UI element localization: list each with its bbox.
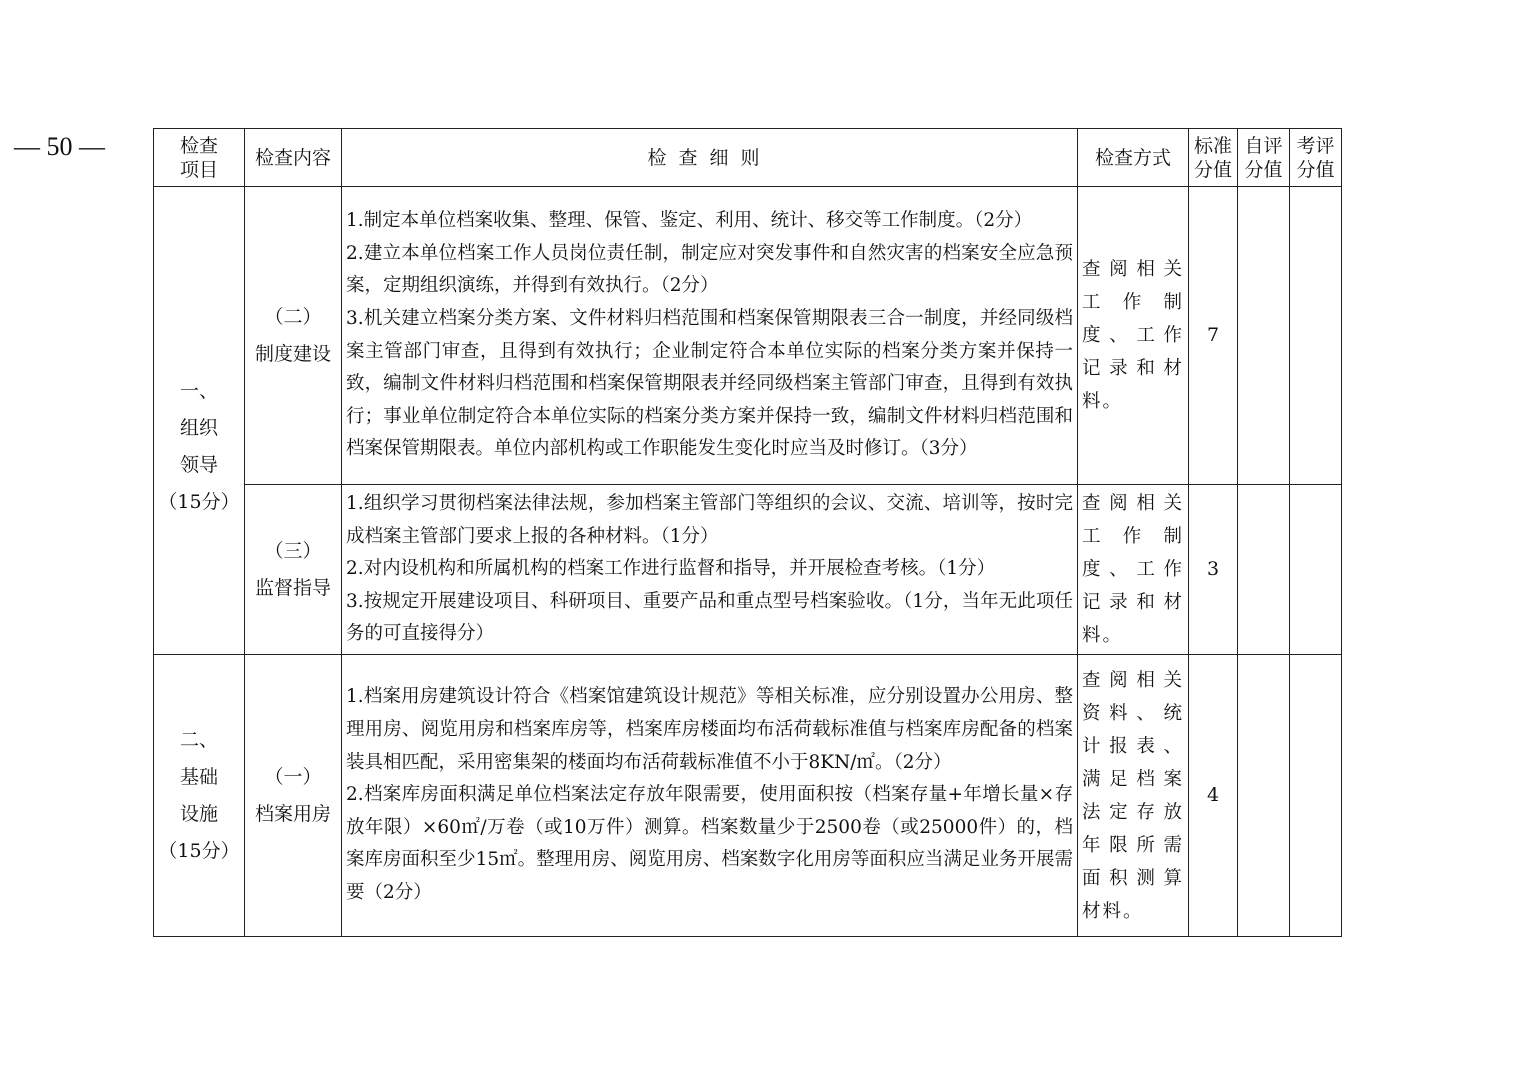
method-cell: 查阅相关工作制度、工作记录和材料。 xyxy=(1078,187,1189,485)
method-cell: 查阅相关资料、统计报表、满足档案法定存放年限所需面积测算材料。 xyxy=(1078,655,1189,937)
table-row xyxy=(154,655,1342,937)
table-row xyxy=(154,485,1342,655)
header-content: 检查内容 xyxy=(245,129,342,187)
method-cell: 查阅相关工作制度、工作记录和材料。 xyxy=(1078,485,1189,655)
page-number: — 50 — xyxy=(14,132,105,161)
content-cell: （三） 监督指导 xyxy=(245,485,342,655)
table-row xyxy=(154,187,1342,485)
header-standard-score: 标准 分值 xyxy=(1189,129,1238,187)
item-cell: 一、 组织 领导 （15分） xyxy=(154,187,245,655)
self-score-cell xyxy=(1238,187,1290,485)
content-cell: （二） 制度建设 xyxy=(245,187,342,485)
header-method: 检查方式 xyxy=(1078,129,1189,187)
header-detail: 检查细则 xyxy=(342,129,1078,187)
self-score-cell xyxy=(1238,655,1290,937)
content-cell: （一） 档案用房 xyxy=(245,655,342,937)
header-item: 检查 项目 xyxy=(154,129,245,187)
standard-score-cell: 7 xyxy=(1189,187,1238,485)
detail-cell: 1.档案用房建筑设计符合《档案馆建筑设计规范》等相关标准，应分别设置办公用房、整理用房、阅览用房和档案库房等，档案库房楼面均布活荷载标准值与档案库房配备的档案装具相匹配，采用密集架的楼面均布活荷载标准值不小于8KN/㎡。（2分） 2.档案库房面积满足单位档案法定存放年限需要，使用面积按（档案存量+年增长量×存放年限）×60㎡/万卷（或10万件）测算。档案数量少于2500卷（或25000件）的，档案库房面积至少15㎡。整理用房、阅览用房、档案数字化用房等面积应当满足业务开展需要（2分） xyxy=(342,655,1078,937)
standard-score-cell: 3 xyxy=(1189,485,1238,655)
item-cell: 二、 基础 设施 （15分） xyxy=(154,655,245,937)
detail-cell: 1.组织学习贯彻档案法律法规，参加档案主管部门等组织的会议、交流、培训等，按时完成档案主管部门要求上报的各种材料。（1分） 2.对内设机构和所属机构的档案工作进行监督和指导，并开展检查考核。（1分） 3.按规定开展建设项目、科研项目、重要产品和重点型号档案验收。（1分，当年无此项任务的可直接得分） xyxy=(342,485,1078,655)
self-score-cell xyxy=(1238,485,1290,655)
standard-score-cell: 4 xyxy=(1189,655,1238,937)
eval-score-cell xyxy=(1290,187,1342,485)
detail-cell: 1.制定本单位档案收集、整理、保管、鉴定、利用、统计、移交等工作制度。（2分） 2.建立本单位档案工作人员岗位责任制，制定应对突发事件和自然灾害的档案安全应急预案，定期组织演练，并得到有效执行。（2分） 3.机关建立档案分类方案、文件材料归档范围和档案保管期限表三合一制度，并经同级档案主管部门审查，且得到有效执行；企业制定符合本单位实际的档案分类方案并保持一致，编制文件材料归档范围和档案保管期限表并经同级档案主管部门审查，且得到有效执行；事业单位制定符合本单位实际的档案分类方案并保持一致，编制文件材料归档范围和档案保管期限表。单位内部机构或工作职能发生变化时应当及时修订。（3分） xyxy=(342,187,1078,485)
inspection-table xyxy=(153,128,1342,937)
header-self-score: 自评 分值 xyxy=(1238,129,1290,187)
eval-score-cell xyxy=(1290,485,1342,655)
eval-score-cell xyxy=(1290,655,1342,937)
header-row xyxy=(154,129,1342,187)
header-eval-score: 考评 分值 xyxy=(1290,129,1342,187)
